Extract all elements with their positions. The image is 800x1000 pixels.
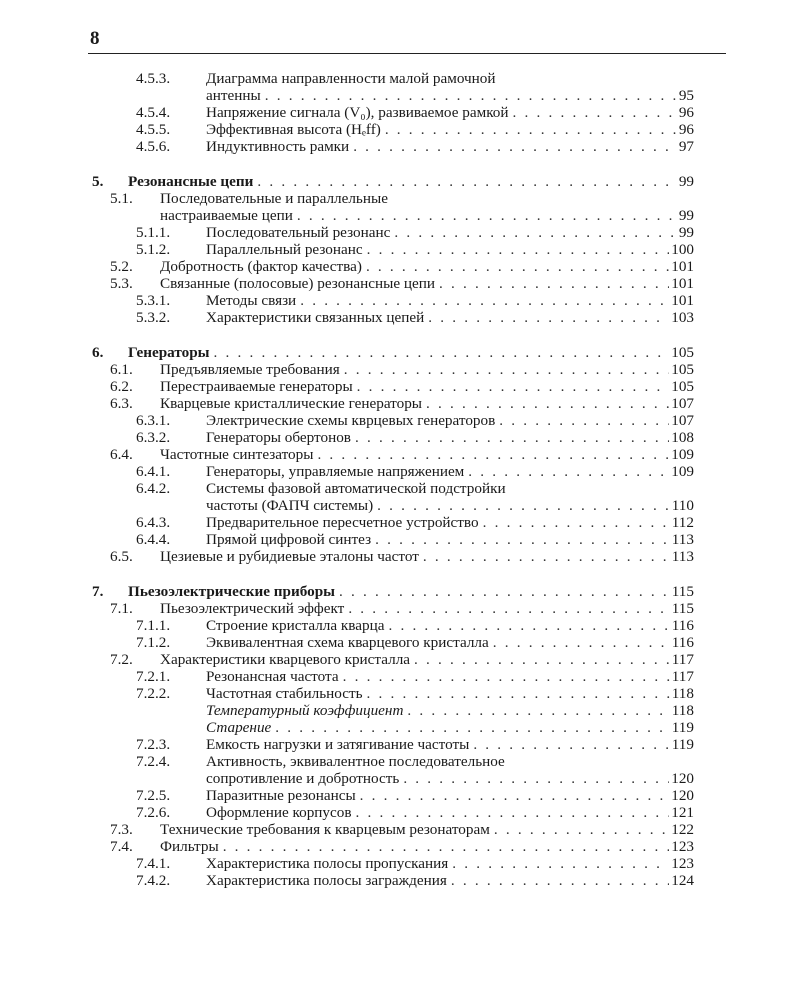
toc-entry-page: 122 [671, 821, 694, 838]
toc-entry-page: 123 [671, 855, 694, 872]
toc-entry-number: 7.2.5. [136, 787, 171, 804]
toc-entry-page: 109 [671, 446, 694, 463]
toc-entry-title: Температурный коэффициент [206, 702, 404, 719]
toc-entry-title: Добротность (фактор качества) [160, 258, 362, 275]
toc-entry [0, 138, 800, 155]
toc-entry-number: 6.4.1. [136, 463, 171, 480]
toc-entry-page: 99 [678, 224, 694, 241]
toc-entry [0, 190, 800, 207]
toc-entry-line [160, 395, 694, 412]
toc-entry-line [206, 736, 694, 753]
dot-leader [414, 651, 670, 668]
toc-entry-page: 113 [671, 531, 694, 548]
toc-entry-number: 5.3.2. [136, 309, 171, 326]
toc-entry [0, 583, 800, 600]
toc-entry-title: Активность, эквивалентное последовательное [206, 753, 505, 770]
toc-entry-number: 5.1.2. [136, 241, 171, 258]
toc-entry-title: Паразитные резонансы [206, 787, 356, 804]
toc-entry-title: Эффективная высота (Hₑff) [206, 121, 381, 138]
toc-entry-title: Связанные (полосовые) резонансные цепи [160, 275, 436, 292]
toc-entry-page: 101 [671, 275, 694, 292]
toc-entry-line [206, 634, 694, 651]
toc-entry-line [206, 770, 694, 787]
header-rule [88, 53, 726, 54]
toc-entry-title: Эквивалентная схема кварцевого кристалла [206, 634, 489, 651]
toc-entry [0, 514, 800, 531]
toc-entry-line [206, 719, 694, 736]
toc-entry-page: 99 [678, 207, 694, 224]
dot-leader [483, 514, 670, 531]
dot-leader [377, 497, 670, 514]
toc-entry-number: 4.5.3. [136, 70, 171, 87]
toc-entry-line [206, 429, 694, 446]
dot-leader [356, 804, 670, 821]
toc-entry [0, 241, 800, 258]
toc-entry-number: 7.1.2. [136, 634, 171, 651]
toc-entry-line [160, 258, 694, 275]
table-of-contents [0, 70, 800, 889]
toc-entry-number: 5.3. [110, 275, 133, 292]
dot-leader [353, 138, 677, 155]
toc-entry-number: 4.5.4. [136, 104, 171, 121]
toc-entry-page: 116 [671, 617, 694, 634]
toc-entry [0, 258, 800, 275]
toc-entry [0, 309, 800, 326]
toc-entry-number: 6.1. [110, 361, 133, 378]
toc-entry-number: 6. [92, 344, 104, 361]
toc-entry-page: 101 [671, 258, 694, 275]
toc-entry-title: Перестраиваемые генераторы [160, 378, 353, 395]
toc-entry-line [206, 668, 694, 685]
toc-entry-title: Цезиевые и рубидиевые эталоны частот [160, 548, 419, 565]
dot-leader [394, 224, 676, 241]
toc-entry [0, 634, 800, 651]
dot-leader [360, 787, 670, 804]
section-gap [0, 155, 800, 173]
toc-entry-number: 6.4. [110, 446, 133, 463]
toc-entry-line [160, 446, 694, 463]
toc-entry-line [160, 821, 694, 838]
toc-entry-title: Последовательный резонанс [206, 224, 391, 241]
toc-entry-title: Генераторы [128, 344, 210, 361]
toc-entry-number: 6.5. [110, 548, 133, 565]
toc-entry-page: 116 [671, 634, 694, 651]
toc-entry-line [206, 617, 694, 634]
toc-entry-page: 113 [671, 548, 694, 565]
toc-entry [0, 378, 800, 395]
toc-entry-number: 7.4.1. [136, 855, 171, 872]
toc-entry-number: 7.2.3. [136, 736, 171, 753]
toc-entry-number: 7.4. [110, 838, 133, 855]
toc-entry-number: 5.2. [110, 258, 133, 275]
toc-entry-page: 100 [671, 241, 694, 258]
toc-entry-page: 117 [671, 651, 694, 668]
toc-entry-title: Прямой цифровой синтез [206, 531, 372, 548]
dot-leader [493, 634, 670, 651]
toc-entry-title: Методы связи [206, 292, 297, 309]
toc-entry-number: 6.3.1. [136, 412, 171, 429]
toc-entry-title-continued: частоты (ФАПЧ системы) [206, 497, 374, 514]
toc-entry-title: Резонансные цепи [128, 173, 254, 190]
toc-entry-number: 7.1. [110, 600, 133, 617]
dot-leader [451, 872, 669, 889]
toc-entry-line [206, 804, 694, 821]
dot-leader [407, 702, 669, 719]
dot-leader [513, 104, 677, 121]
dot-leader [214, 344, 670, 361]
toc-entry-number: 7.1.1. [136, 617, 171, 634]
toc-entry-page: 121 [671, 804, 694, 821]
toc-entry-title: Последовательные и параллельные [160, 190, 388, 207]
toc-entry-line [206, 412, 694, 429]
toc-entry [0, 480, 800, 497]
toc-entry-page: 95 [678, 87, 694, 104]
toc-entry [0, 429, 800, 446]
toc-entry [0, 685, 800, 702]
toc-entry-number: 7.2.1. [136, 668, 171, 685]
toc-entry [0, 617, 800, 634]
toc-entry-line [160, 600, 694, 617]
dot-leader [494, 821, 669, 838]
toc-entry-title: Характеристика полосы заграждения [206, 872, 447, 889]
toc-entry-page: 97 [678, 138, 694, 155]
dot-leader [355, 429, 669, 446]
toc-entry-number: 7.2.2. [136, 685, 171, 702]
toc-entry [0, 531, 800, 548]
toc-entry-page: 103 [671, 309, 694, 326]
dot-leader [499, 412, 669, 429]
dot-leader [344, 361, 669, 378]
toc-entry [0, 787, 800, 804]
toc-entry-page: 115 [671, 600, 694, 617]
toc-entry-number: 7.2. [110, 651, 133, 668]
dot-leader [403, 770, 669, 787]
toc-entry-title: Старение [206, 719, 272, 736]
toc-entry-page: 107 [671, 412, 694, 429]
toc-entry-page: 119 [671, 736, 694, 753]
dot-leader [257, 173, 676, 190]
toc-entry-title: Частотные синтезаторы [160, 446, 314, 463]
toc-entry [0, 70, 800, 87]
dot-leader [385, 121, 677, 138]
dot-leader [223, 838, 670, 855]
toc-entry-page: 96 [678, 104, 694, 121]
dot-leader [343, 668, 670, 685]
toc-entry-line [206, 121, 694, 138]
toc-entry-number: 7.2.6. [136, 804, 171, 821]
dot-leader [275, 719, 669, 736]
toc-entry-number: 5.3.1. [136, 292, 171, 309]
toc-entry [0, 104, 800, 121]
toc-entry [0, 838, 800, 855]
toc-entry [0, 344, 800, 361]
toc-entry [0, 804, 800, 821]
toc-entry-title: Фильтры [160, 838, 219, 855]
toc-entry [0, 224, 800, 241]
toc-entry-number: 4.5.5. [136, 121, 171, 138]
toc-entry-title-continued: антенны [206, 87, 261, 104]
toc-entry-number: 7.3. [110, 821, 133, 838]
section-gap [0, 326, 800, 344]
toc-entry-number: 5. [92, 173, 104, 190]
toc-entry-line [160, 207, 694, 224]
toc-entry-title: Характеристика полосы пропускания [206, 855, 449, 872]
toc-entry-title: Оформление корпусов [206, 804, 352, 821]
dot-leader [339, 583, 670, 600]
toc-entry-page: 115 [671, 583, 694, 600]
dot-leader [468, 463, 669, 480]
toc-entry [0, 548, 800, 565]
toc-entry-line [206, 497, 694, 514]
toc-entry [0, 463, 800, 480]
toc-entry-page: 117 [671, 668, 694, 685]
toc-entry-page: 101 [671, 292, 694, 309]
toc-entry [0, 872, 800, 889]
dot-leader [300, 292, 669, 309]
toc-entry-page: 119 [671, 719, 694, 736]
toc-entry-number: 6.4.4. [136, 531, 171, 548]
toc-entry-page: 96 [678, 121, 694, 138]
toc-entry [0, 275, 800, 292]
toc-entry-page: 118 [671, 702, 694, 719]
toc-entry-page: 99 [678, 173, 694, 190]
toc-entry-number: 7. [92, 583, 104, 600]
toc-entry-title: Генераторы обертонов [206, 429, 351, 446]
toc-entry-line [160, 275, 694, 292]
toc-entry-line [206, 463, 694, 480]
toc-entry-page: 118 [671, 685, 694, 702]
toc-entry-line [206, 685, 694, 702]
toc-entry-page: 108 [671, 429, 694, 446]
dot-leader [297, 207, 677, 224]
toc-entry-number: 6.3.2. [136, 429, 171, 446]
toc-entry-line [128, 173, 694, 190]
toc-entry-page: 105 [671, 361, 694, 378]
toc-entry [0, 292, 800, 309]
toc-entry [0, 651, 800, 668]
toc-entry-page: 120 [671, 787, 694, 804]
toc-entry-line [206, 224, 694, 241]
toc-entry [0, 753, 800, 770]
dot-leader [348, 600, 669, 617]
toc-entry-number: 4.5.6. [136, 138, 171, 155]
toc-entry-page: 112 [671, 514, 694, 531]
toc-entry-number: 5.1. [110, 190, 133, 207]
toc-entry-page: 120 [671, 770, 694, 787]
toc-entry-title: Емкость нагрузки и затягивание частоты [206, 736, 470, 753]
toc-entry-line [206, 292, 694, 309]
toc-entry-page: 109 [671, 463, 694, 480]
toc-entry-title: Предварительное пересчетное устройство [206, 514, 479, 531]
section-gap [0, 565, 800, 583]
toc-entry [0, 361, 800, 378]
toc-entry-continuation [0, 770, 800, 787]
dot-leader [452, 855, 669, 872]
toc-entry-title: Резонансная частота [206, 668, 339, 685]
toc-entry [0, 702, 800, 719]
toc-entry-line [206, 87, 694, 104]
toc-entry-title-continued: сопротивление и добротность [206, 770, 400, 787]
toc-entry-continuation [0, 207, 800, 224]
toc-entry-title: Индуктивность рамки [206, 138, 350, 155]
toc-entry-page: 107 [671, 395, 694, 412]
dot-leader [367, 685, 670, 702]
toc-entry-title: Пьезоэлектрические приборы [128, 583, 336, 600]
toc-entry-title: Генераторы, управляемые напряжением [206, 463, 465, 480]
toc-entry-title: Предъявляемые требования [160, 361, 340, 378]
toc-entry [0, 600, 800, 617]
toc-entry-line [206, 138, 694, 155]
toc-entry-number: 7.4.2. [136, 872, 171, 889]
toc-entry-line [206, 309, 694, 326]
toc-entry-line [128, 344, 694, 361]
dot-leader [388, 617, 669, 634]
toc-entry [0, 855, 800, 872]
toc-entry-title-continued: настраиваемые цепи [160, 207, 293, 224]
dot-leader [439, 275, 669, 292]
dot-leader [426, 395, 669, 412]
toc-entry-line [206, 104, 694, 121]
toc-entry-title: Параллельный резонанс [206, 241, 363, 258]
dot-leader [367, 241, 670, 258]
toc-entry-line [160, 378, 694, 395]
toc-entry [0, 668, 800, 685]
toc-entry-line [206, 531, 694, 548]
toc-entry-line [206, 787, 694, 804]
toc-entry-number: 7.2.4. [136, 753, 171, 770]
dot-leader [473, 736, 669, 753]
toc-entry-title: Пьезоэлектрический эффект [160, 600, 345, 617]
toc-entry-title: Частотная стабильность [206, 685, 363, 702]
dot-leader [366, 258, 669, 275]
toc-entry-number: 6.4.2. [136, 480, 171, 497]
toc-entry [0, 121, 800, 138]
toc-entry-continuation [0, 87, 800, 104]
toc-entry-title: Электрические схемы кврцевых генераторов [206, 412, 496, 429]
toc-entry-line [128, 583, 694, 600]
toc-entry-line [160, 548, 694, 565]
toc-entry-page: 105 [671, 344, 694, 361]
toc-entry-title: Напряжение сигнала (V₀), развиваемое рамкой [206, 104, 509, 121]
dot-leader [357, 378, 670, 395]
dot-leader [265, 87, 677, 104]
toc-entry-number: 6.4.3. [136, 514, 171, 531]
toc-entry-line [160, 651, 694, 668]
toc-entry-line [206, 514, 694, 531]
toc-entry [0, 736, 800, 753]
toc-entry [0, 446, 800, 463]
toc-entry-line [206, 702, 694, 719]
toc-entry-line [206, 241, 694, 258]
dot-leader [317, 446, 669, 463]
toc-entry-page: 123 [671, 838, 694, 855]
toc-entry [0, 395, 800, 412]
toc-entry-title: Характеристики кварцевого кристалла [160, 651, 411, 668]
dot-leader [375, 531, 670, 548]
dot-leader [423, 548, 670, 565]
toc-entry-title: Системы фазовой автоматической подстройки [206, 480, 506, 497]
toc-entry-continuation [0, 497, 800, 514]
toc-entry-title: Диаграмма направленности малой рамочной [206, 70, 496, 87]
toc-entry [0, 719, 800, 736]
toc-entry-page: 105 [671, 378, 694, 395]
toc-entry-page: 110 [671, 497, 694, 514]
toc-entry-line [206, 855, 694, 872]
toc-entry [0, 821, 800, 838]
toc-entry-number: 6.3. [110, 395, 133, 412]
toc-entry-title: Технические требования к кварцевым резонаторам [160, 821, 490, 838]
page-number: 8 [90, 28, 100, 49]
toc-entry-title: Характеристики связанных цепей [206, 309, 425, 326]
toc-entry-line [160, 361, 694, 378]
dot-leader [428, 309, 669, 326]
toc-entry [0, 412, 800, 429]
toc-entry-title: Строение кристалла кварца [206, 617, 385, 634]
toc-entry-number: 5.1.1. [136, 224, 171, 241]
toc-entry-line [160, 838, 694, 855]
toc-entry-number: 6.2. [110, 378, 133, 395]
toc-entry-page: 124 [671, 872, 694, 889]
toc-entry [0, 173, 800, 190]
toc-entry-title: Кварцевые кристаллические генераторы [160, 395, 422, 412]
toc-entry-line [206, 872, 694, 889]
